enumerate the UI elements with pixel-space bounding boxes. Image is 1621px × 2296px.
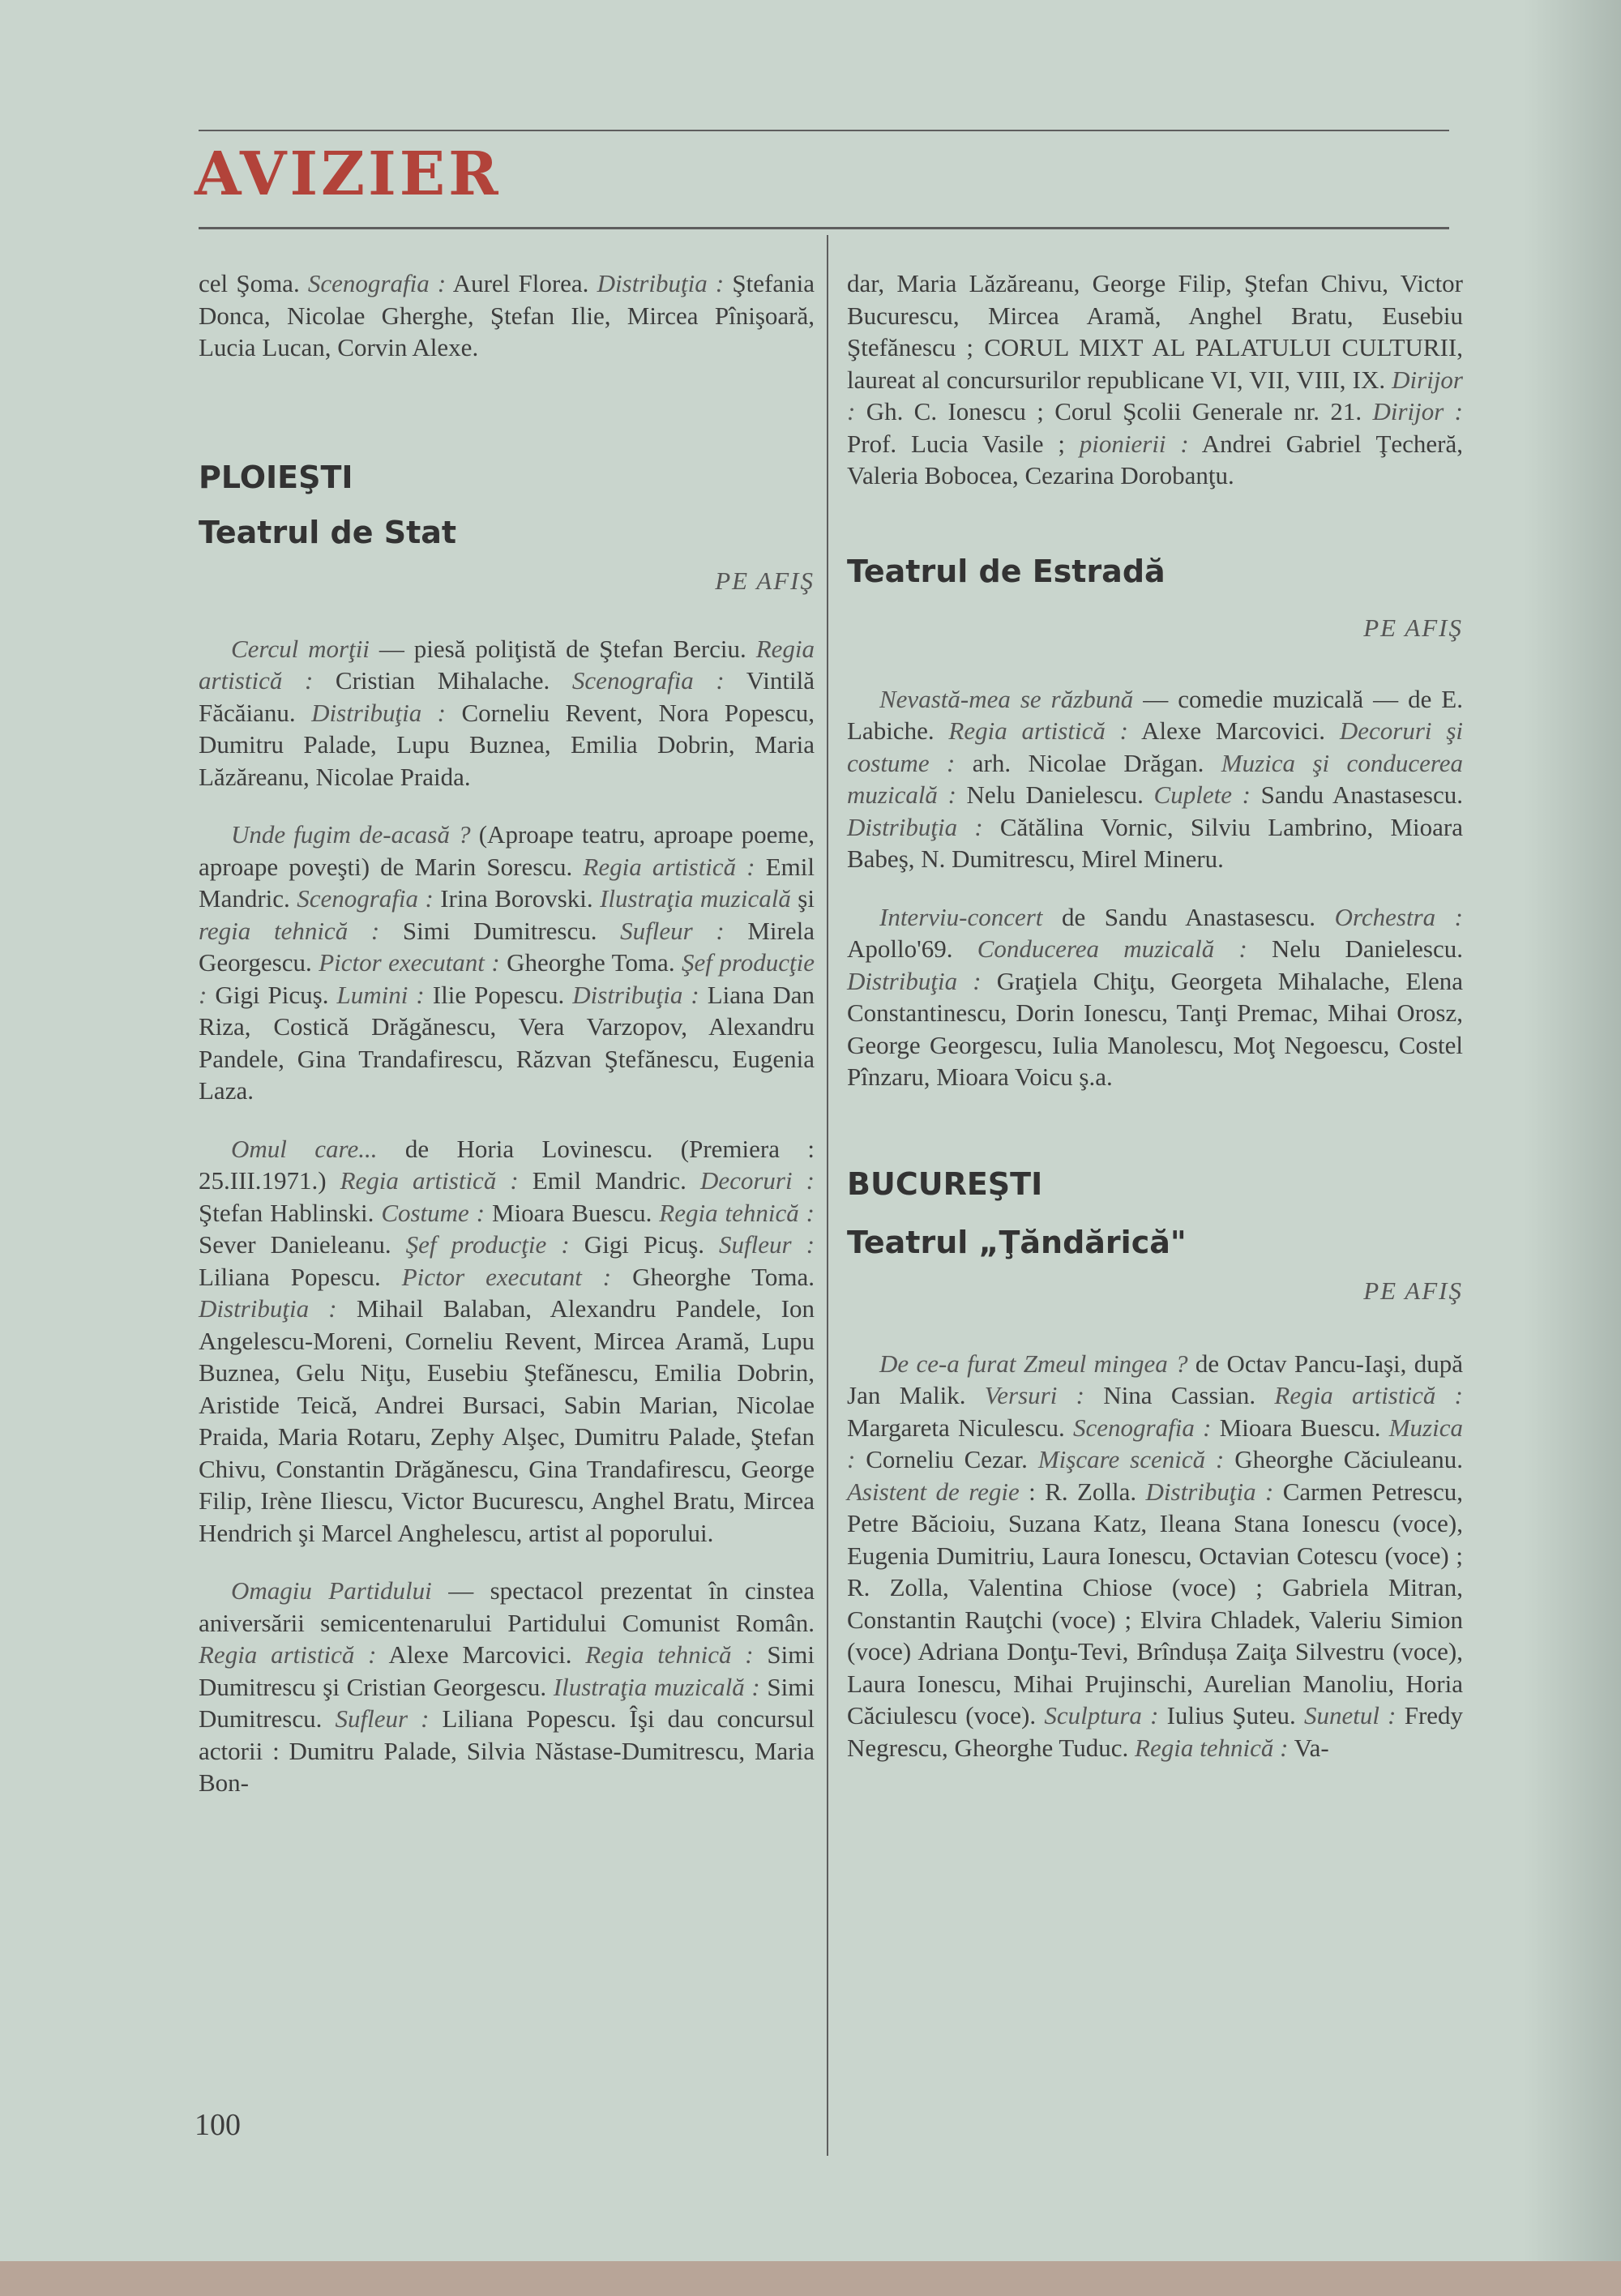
italic-label-run: Lumini : — [336, 980, 425, 1009]
italic-label-run: Distribuţia : — [1145, 1477, 1274, 1506]
italic-label-run: Sufleur : — [620, 916, 725, 945]
text-run: de Sandu Anastasescu. — [1042, 902, 1335, 931]
text-run: Simi Dumitrescu şi Cristian Georgescu. — [199, 1640, 815, 1701]
text-run: Emil Mandric. — [518, 1166, 700, 1195]
italic-label-run: pionierii : — [1079, 429, 1189, 458]
italic-label-run: Scenografia : — [1073, 1413, 1212, 1442]
text-run: Nina Cassian. — [1084, 1381, 1275, 1409]
text-run: Graţiela Chiţu, Georgeta Mihalache, Elena Constantinescu, Dorin Ionescu, Tanţi Premac, Mihai Orosz, George Georgescu, Iulia Manolescu, Moţ Negoescu, Costel Pînzaru, Mioara Voicu ş.a. — [847, 966, 1463, 1091]
text-run: Ştefan Hablinski. — [199, 1198, 382, 1227]
italic-label-run: Regia artistică : — [1274, 1381, 1463, 1409]
text-run: Apollo'69. — [847, 934, 977, 963]
italic-label-run: Distribuţia : — [199, 1294, 337, 1323]
entry-zmeul-mingea — [847, 1348, 1463, 1764]
italic-label-run: Regia artistică : — [948, 716, 1128, 745]
text-run: Corneliu Revent, Nora Popescu, Dumitru Palade, Lupu Buznea, Emilia Dobrin, Maria Lăzăreanu, Nicolae Praida. — [199, 698, 815, 791]
text-run: Fredy Negrescu, Gheorghe Tuduc. — [847, 1701, 1464, 1762]
page-number: 100 — [195, 2108, 241, 2142]
italic-label-run: Interviu-concert — [879, 902, 1043, 931]
entry-nevasta-mea — [847, 683, 1463, 875]
italic-label-run: Sufleur : — [335, 1704, 430, 1733]
text-run: Alexe Marcovici. — [376, 1640, 586, 1669]
text-run: Andrei Gabriel Ţecheră, Valeria Bobocea, Cezarina Dorobanţu. — [847, 429, 1463, 490]
italic-label-run: Scenografia : — [297, 884, 434, 913]
text-run: Cristian Mihalache. — [313, 666, 572, 695]
text-run: Gh. C. Ionescu ; Corul Şcolii Generale nr. 21. — [855, 397, 1373, 425]
italic-label-run: Sunetul : — [1303, 1701, 1396, 1729]
italic-label-run: Şef producţie : — [405, 1230, 570, 1259]
italic-label-run: Regia tehnică : — [659, 1198, 815, 1227]
text-run: Va- — [1288, 1733, 1329, 1762]
continued-paragraph — [847, 267, 1463, 492]
italic-label-run: Conducerea muzicală : — [977, 934, 1247, 963]
italic-label-run: Ilustraţia muzicală — [600, 884, 791, 913]
pe-afis-label: PE AFIŞ — [715, 566, 815, 595]
text-run: Gigi Picuş. — [207, 980, 337, 1009]
text-run: de Octav Pancu-Iaşi, după Jan Malik. — [847, 1349, 1463, 1409]
text-run: Gheorghe Toma. — [611, 1262, 815, 1291]
italic-label-run: Distribuţia : — [847, 812, 983, 841]
italic-label-run: Muzica şi conducerea muzicală : — [847, 748, 1464, 809]
text-run: Simi Dumitrescu. — [379, 916, 621, 945]
intro-paragraph — [199, 267, 815, 364]
italic-label-run: Scenografia : — [307, 269, 447, 297]
italic-label-run: Regia artistică : — [340, 1166, 519, 1195]
italic-label-run: Muzica : — [847, 1413, 1463, 1473]
text-run: Gigi Picuş. — [569, 1230, 720, 1259]
entry-omagiu-partidului — [199, 1575, 815, 1799]
italic-label-run: Decoruri : — [699, 1166, 815, 1195]
text-run: Vintilă Făcăianu. — [199, 666, 815, 727]
pe-afis-label: PE AFIŞ — [1363, 613, 1463, 642]
italic-label-run: Mişcare scenică : — [1037, 1445, 1225, 1473]
entry-cercul-mortii — [199, 633, 815, 793]
text-run: Prof. Lucia Vasile ; — [847, 429, 1080, 458]
entry-interviu-concert — [847, 901, 1463, 1093]
text-run: Simi Dumitrescu. — [199, 1672, 815, 1733]
italic-label-run: Distribuţia : — [572, 980, 699, 1009]
italic-label-run: Costume : — [381, 1198, 485, 1227]
region-heading-ploiesti: PLOIEŞTI — [199, 459, 353, 495]
text-run: Liliana Popescu. — [199, 1262, 402, 1291]
italic-label-run: Sculptura : — [1044, 1701, 1159, 1729]
italic-label-run: Regia tehnică : — [1135, 1733, 1289, 1762]
text-run: Carmen Petrescu, Petre Băcioiu, Suzana Katz, Ileana Stana Ionescu (voce), Eugenia Dumitriu, Laura Ionescu, Octavian Cotescu (voce) ; R. Zolla, Valentina Chiose (voce) ; Gabriela Mitran, Constantin Rauţchi (voce) ; Elvira Chladek, Valeriu Simion (voce) Adriana Donţu-Tevi, Brîndușa Zaiţa Silvestru (voce), Laura Ionescu, Mihai Prujinschi, Aurelian Manoliu, Horia Căciulescu (voce). — [847, 1477, 1464, 1729]
text-run: (Aproape teatru, aproape poeme, aproape poveşti) de Marin Sorescu. — [199, 820, 815, 881]
region-heading-bucuresti: BUCUREŞTI — [847, 1165, 1043, 1202]
italic-label-run: Regia artistică : — [583, 852, 755, 881]
text-run: Cătălina Vornic, Silviu Lambrino, Mioara Babeş, N. Dumitrescu, Mirel Mineru. — [847, 812, 1463, 873]
text-run: Irina Borovski. — [433, 884, 601, 913]
text-run: Sandu Anastasescu. — [1250, 780, 1463, 809]
entry-unde-fugim — [199, 819, 815, 1107]
italic-label-run: Unde fugim de-acasă ? — [231, 820, 471, 849]
text-run: Liana Dan Riza, Costică Drăgănescu, Vera Varzopov, Alexandru Pandele, Gina Trandafirescu, Răzvan Ştefănescu, Eugenia Laza. — [199, 980, 815, 1105]
entry-omul-care — [199, 1133, 815, 1550]
italic-label-run: Distribuţia : — [311, 698, 447, 727]
italic-label-run: Dirijor : — [1372, 397, 1463, 425]
text-run: — comedie muzicală — de E. Labiche. — [847, 684, 1463, 745]
italic-label-run: Distribuţia : — [597, 269, 725, 297]
text-run: Ştefania Donca, Nicolae Gherghe, Ştefan Ilie, Mircea Pînişoară, Lucia Lucan, Corvin Alexe. — [199, 269, 815, 361]
text-run: dar, Maria Lăzăreanu, George Filip, Ştefan Chivu, Victor Bucurescu, Mircea Aramă, Anghel Bratu, Eusebiu Ştefănescu ; CORUL MIXT AL PALATULUI CULTURII, laureat al concursurilor republicane VI, VII, VIII, IX. — [847, 269, 1463, 394]
text-run: : R. Zolla. — [1019, 1477, 1146, 1506]
italic-label-run: De ce-a furat Zmeul mingea ? — [879, 1349, 1188, 1378]
italic-label-run: Regia tehnică : — [585, 1640, 754, 1669]
column-divider — [827, 235, 828, 2156]
italic-label-run: regia tehnică : — [199, 916, 380, 945]
page-edge-shadow — [1524, 0, 1621, 2296]
text-run: şi — [790, 884, 815, 913]
text-run: Liliana Popescu. Îşi dau concursul actorii : Dumitru Palade, Silvia Năstase-Dumitrescu, Maria Bon- — [199, 1704, 815, 1797]
text-run: — piesă poliţistă de Ştefan Berciu. — [369, 634, 756, 663]
text-run: Emil Mandric. — [199, 852, 815, 913]
text-run: Mihail Balaban, Alexandru Pandele, Ion Angelescu-Moreni, Corneliu Revent, Mircea Aramă, Lupu Buznea, Gelu Niţu, Eusebiu Ştefănescu, Emilia Dobrin, Aristide Teică, Andrei Bursaci, Sabin Marian, Nicolae Praida, Maria Rotaru, Zephy Alşec, Dumitru Palade, Ştefan Chivu, Constantin Drăgănescu, Gina Trandafirescu, George Filip, Irène Iliescu, Victor Bucurescu, Anghel Bratu, Mircea Hendrich şi Marcel Anghelescu, artist al poporului. — [199, 1294, 815, 1547]
theatre-heading-tandarica: Teatrul „Ţăndărică" — [847, 1224, 1187, 1260]
italic-label-run: Orchestra : — [1334, 902, 1463, 931]
bottom-cover-band — [0, 2261, 1621, 2296]
text-run: Gheorghe Toma. — [499, 948, 682, 977]
italic-label-run: Ilustraţia muzicală : — [553, 1672, 760, 1701]
italic-label-run: Cercul morţii — [231, 634, 370, 663]
text-run: cel Şoma. — [199, 269, 308, 297]
italic-label-run: Pictor executant : — [401, 1262, 612, 1291]
italic-label-run: Regia artistică : — [199, 1640, 377, 1669]
italic-label-run: Omagiu Partidului — [231, 1576, 432, 1605]
italic-label-run: Distribuţia : — [847, 966, 982, 995]
italic-label-run: Pictor executant : — [319, 948, 500, 977]
text-run: Corneliu Cezar. — [855, 1445, 1038, 1473]
text-run: Gheorghe Căciuleanu. — [1224, 1445, 1463, 1473]
theatre-heading-stat: Teatrul de Stat — [199, 514, 457, 550]
text-run: Iulius Şuteu. — [1158, 1701, 1304, 1729]
left-column — [199, 267, 815, 1799]
italic-label-run: Omul care... — [231, 1134, 378, 1163]
text-run: Nelu Danielescu. — [956, 780, 1154, 809]
italic-label-run: Asistent de regie — [847, 1477, 1020, 1506]
text-run: de Horia Lovinescu. (Premiera : 25.III.1971.) — [199, 1134, 815, 1195]
italic-label-run: Cuplete : — [1153, 780, 1251, 809]
page-title: AVIZIER — [195, 139, 502, 209]
italic-label-run: Şef producţie : — [199, 948, 815, 1009]
italic-label-run: Nevastă-mea se răzbună — [879, 684, 1134, 713]
right-column — [847, 267, 1463, 1764]
italic-label-run: Regia artistică : — [199, 634, 815, 695]
text-run: Nelu Danielescu. — [1247, 934, 1463, 963]
text-run: Mioara Buescu. — [485, 1198, 660, 1227]
text-run: Margareta Niculescu. — [847, 1413, 1074, 1442]
text-run: Sever Danieleanu. — [199, 1230, 406, 1259]
header-bottom-rule — [199, 227, 1449, 229]
text-run: arh. Nicolae Drăgan. — [955, 748, 1221, 777]
pe-afis-label: PE AFIŞ — [1363, 1276, 1463, 1305]
italic-label-run: Versuri : — [984, 1381, 1084, 1409]
text-run: — spectacol prezentat în cinstea aniversării semicentenarului Partidului Comunist Român. — [199, 1576, 815, 1637]
text-run: Alexe Marcovici. — [1127, 716, 1340, 745]
italic-label-run: Sufleur : — [719, 1230, 815, 1259]
text-run: Ilie Popescu. — [424, 980, 573, 1009]
italic-label-run: Scenografia : — [571, 666, 725, 695]
header-top-rule — [199, 130, 1449, 131]
text-run: Mioara Buescu. — [1211, 1413, 1389, 1442]
italic-label-run: Decoruri şi costume : — [847, 716, 1463, 777]
text-run: Mirela Georgescu. — [199, 916, 815, 977]
text-run: Aurel Florea. — [446, 269, 597, 297]
italic-label-run: Dirijor : — [847, 365, 1463, 425]
theatre-heading-estrada: Teatrul de Estradă — [847, 553, 1165, 589]
